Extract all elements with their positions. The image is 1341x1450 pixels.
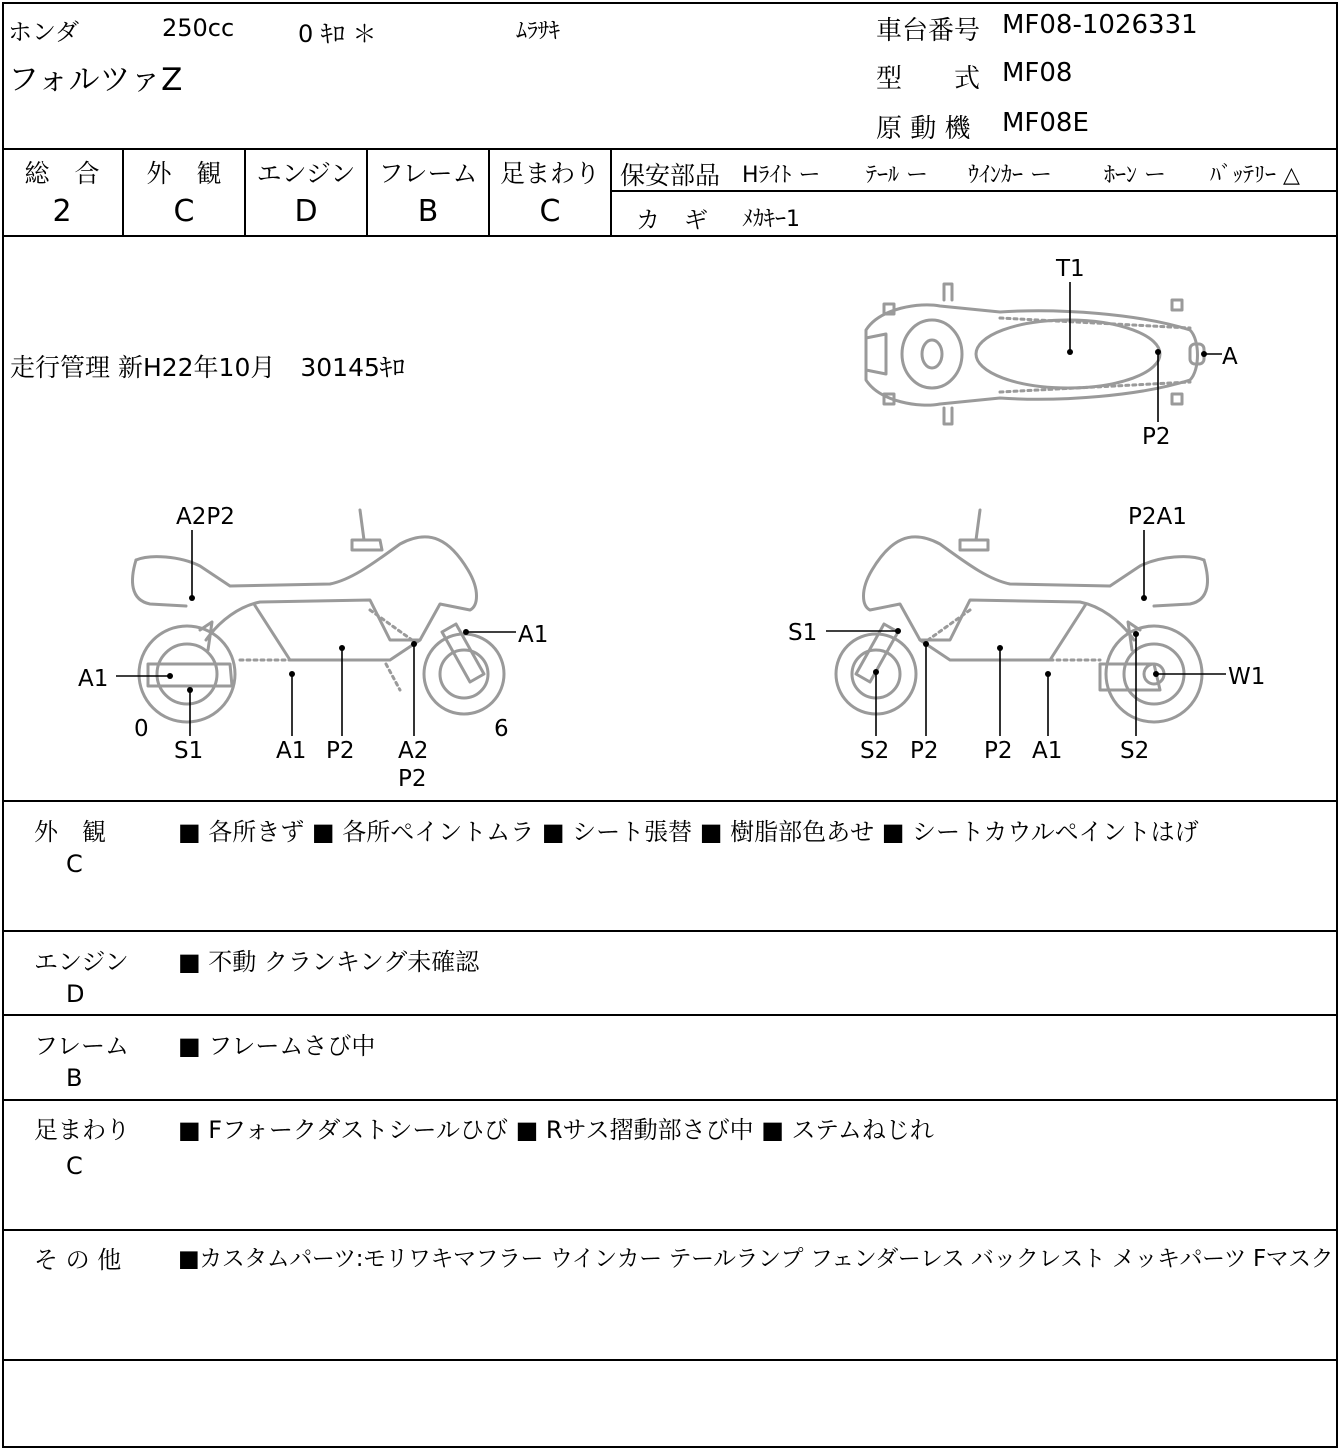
label-s1-right: S1 xyxy=(788,620,818,646)
overall-grade-label: 総 合 xyxy=(24,159,100,188)
label-a1-right: A1 xyxy=(1032,738,1063,764)
displacement: 250cc xyxy=(162,14,235,42)
remark-items-suspension: ■ Fフォークダストシールひび ■ Rサス摺動部さび中 ■ ステムねじれ xyxy=(178,1116,934,1144)
divider-grades-top xyxy=(2,148,1338,150)
key-label: カ ギ xyxy=(636,206,708,234)
top-view-scooter xyxy=(866,284,1204,424)
divider-safety xyxy=(612,190,1338,192)
frame-grade-label: フレーム xyxy=(378,159,478,188)
remark-category-engine: エンジン xyxy=(34,948,129,976)
remark-category-exterior: 外 観 xyxy=(34,818,106,846)
remark-category-suspension: 足まわり xyxy=(34,1116,130,1144)
label-s2-front-right: S2 xyxy=(860,738,890,764)
label-s1-left: S1 xyxy=(174,738,204,764)
type-label: 型 式 xyxy=(876,64,981,94)
remark-category-frame: フレーム xyxy=(34,1032,130,1060)
label-a1-front-left: A1 xyxy=(78,666,109,692)
overall-grade: 2 xyxy=(52,194,72,229)
label-a1-rear-left: A1 xyxy=(518,622,549,648)
exterior-grade-label: 外 観 xyxy=(146,159,222,188)
remark-items-engine: ■ 不動 クランキング未確認 xyxy=(178,948,480,976)
remark-grade-frame: B xyxy=(66,1064,83,1092)
headlight-status: Hﾗｲﾄ ー xyxy=(742,163,821,188)
engine-grade: D xyxy=(294,194,318,229)
exterior-grade: C xyxy=(173,194,195,229)
frame-number: MF08-1026331 xyxy=(1002,10,1198,40)
label-p2-top: P2 xyxy=(1142,424,1171,450)
engine-model-label: 原 動 機 xyxy=(876,114,971,144)
horn-status: ﾎｰﾝ ー xyxy=(1104,163,1166,188)
winker-status: ｳｲﾝｶｰ ー xyxy=(968,163,1052,188)
engine-grade-label: エンジン xyxy=(256,159,356,188)
label-p2-low-left: P2 xyxy=(398,766,427,792)
odometer-record: 走行管理 新H22年10月 30145ｷﾛ xyxy=(10,353,405,382)
label-zero: 0 xyxy=(134,716,149,742)
label-p2-b-right: P2 xyxy=(984,738,1013,764)
frame-number-label: 車台番号 xyxy=(876,16,981,46)
label-a-top: A xyxy=(1222,344,1238,370)
safety-parts-label: 保安部品 xyxy=(620,161,721,190)
frame-grade: B xyxy=(417,194,439,229)
mileage-flag: 0 ｷﾛ ＊ xyxy=(298,20,377,48)
label-a2-left: A2 xyxy=(398,738,429,764)
remark-items-exterior: ■ 各所きず ■ 各所ペイントムラ ■ シート張替 ■ 樹脂部色あせ ■ シートカウルペイントはげ xyxy=(178,818,1199,846)
color: ﾑﾗｻｷ xyxy=(516,19,561,44)
key-value: ﾒｶｷｰ1 xyxy=(742,207,800,232)
right-side-scooter xyxy=(836,510,1207,722)
remark-grade-engine: D xyxy=(66,980,85,1008)
label-p2-a-right: P2 xyxy=(910,738,939,764)
suspension-grade: C xyxy=(539,194,561,229)
remark-items-other: ■カスタムパーツ:モリワキマフラー ウインカー テールランプ フェンダーレス バックレスト メッキパーツ Fマスク xyxy=(178,1246,1334,1272)
divider-remarks-top xyxy=(2,800,1338,802)
remark-grade-suspension: C xyxy=(66,1152,83,1180)
maker: ホンダ xyxy=(8,18,80,46)
remark-grade-exterior: C xyxy=(66,850,83,878)
remark-category-other: そ の 他 xyxy=(34,1246,122,1274)
tail-status: ﾃｰﾙ ー xyxy=(866,163,928,188)
suspension-grade-label: 足まわり xyxy=(499,159,600,188)
remark-items-frame: ■ フレームさび中 xyxy=(178,1032,376,1060)
model-name: フォルツァZ xyxy=(8,62,183,98)
battery-status: ﾊﾞｯﾃﾘｰ △ xyxy=(1210,163,1300,188)
label-w1: W1 xyxy=(1228,664,1266,690)
label-a1-bottom-left: A1 xyxy=(276,738,307,764)
damage-diagram xyxy=(0,236,1341,800)
label-p2a1: P2A1 xyxy=(1128,504,1187,530)
label-p2-bottom-left: P2 xyxy=(326,738,355,764)
label-s2-rear-right: S2 xyxy=(1120,738,1150,764)
label-a2p2: A2P2 xyxy=(176,504,235,530)
label-t1: T1 xyxy=(1056,256,1085,282)
type-value: MF08 xyxy=(1002,58,1073,88)
engine-model-value: MF08E xyxy=(1002,108,1089,138)
label-six: 6 xyxy=(494,716,509,742)
